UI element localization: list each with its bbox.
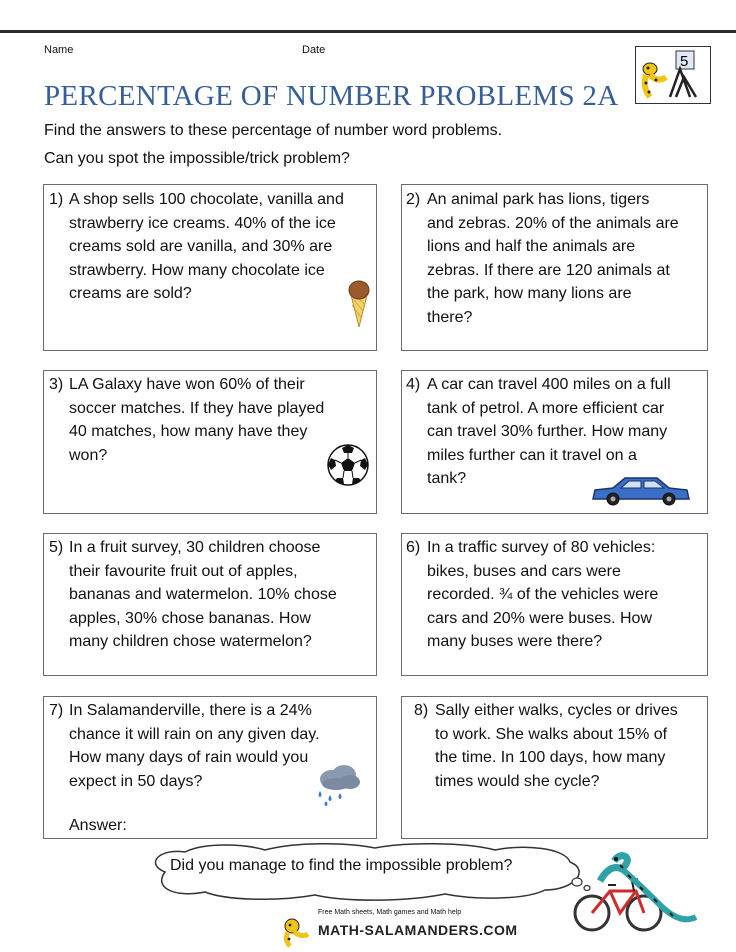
problem-line: An animal park has lions, tigers: [427, 191, 650, 208]
problem-line: bananas and watermelon. 10% chose: [69, 586, 337, 603]
problem-line: the park, how many lions are: [427, 285, 632, 302]
problem-line: cars and 20% were buses. How: [427, 609, 652, 627]
problem-line: A car can travel 400 miles on a full: [427, 376, 671, 393]
problem-number: 7): [49, 702, 64, 719]
problem-line: soccer matches. If they have played: [69, 399, 325, 417]
problem-line: zebras. If there are 120 animals at: [427, 261, 670, 279]
top-rule: [0, 30, 736, 33]
problem-text: [427, 188, 679, 329]
problem-line: miles further can it travel on a: [427, 446, 637, 464]
problem-line: strawberry ice creams. 40% of the ice: [69, 214, 336, 232]
problem-line: apples, 30% chose bananas. How: [69, 609, 311, 627]
problem-box-6: [401, 533, 708, 676]
problem-text: [69, 373, 324, 467]
problem-text: [69, 699, 320, 793]
problem-line: many children chose watermelon?: [69, 633, 312, 650]
page-title: PERCENTAGE OF NUMBER PROBLEMS 2A: [44, 80, 619, 112]
problem-text: [69, 536, 337, 654]
logo-grade: 5: [680, 53, 689, 70]
problem-box-3: [43, 370, 377, 514]
problem-line: creams sold are vanilla, and 30% are: [69, 238, 333, 255]
problem-line: and zebras. 20% of the animals are: [427, 214, 679, 232]
problem-box-8: [401, 696, 708, 839]
problem-line: there?: [427, 308, 473, 326]
problem-line: recorded. ¾ of the vehicles were: [427, 586, 659, 603]
problem-line: 40 matches, how many have they: [69, 423, 308, 440]
problem-number: 5): [49, 539, 64, 556]
salamander-logo-icon: [636, 47, 710, 103]
problem-number: 2): [406, 191, 421, 208]
intro-line-2: Can you spot the impossible/trick problem?: [44, 150, 350, 167]
problem-text: [435, 699, 678, 793]
problem-box-2: [401, 184, 708, 351]
problem-line: times would she cycle?: [435, 772, 600, 790]
problem-text: [427, 373, 671, 491]
problem-number: 6): [406, 539, 421, 556]
problem-box-5: [43, 533, 377, 676]
salamander-logo: [635, 46, 711, 104]
problem-line: Sally either walks, cycles or drives: [435, 702, 678, 719]
rain-cloud-icon: [314, 765, 364, 807]
problem-line: LA Galaxy have won 60% of their: [69, 376, 305, 393]
problem-line: many buses were there?: [427, 633, 603, 650]
problem-number: 1): [49, 191, 64, 208]
problem-text: [69, 188, 344, 306]
salamander-bicycle-icon: [570, 855, 700, 935]
problem-line: creams are sold?: [69, 285, 192, 302]
problem-number: 4): [406, 376, 421, 393]
problem-box-4: [401, 370, 708, 514]
problem-line: How many days of rain would you: [69, 749, 309, 766]
problem-line: In a fruit survey, 30 children choose: [69, 539, 321, 556]
intro-line-1: Find the answers to these percentage of number word problems.: [44, 122, 503, 139]
answer-label: Answer:: [69, 817, 127, 834]
problem-text: [427, 536, 658, 654]
problem-line: their favourite fruit out of apples,: [69, 562, 298, 580]
problem-line: In Salamanderville, there is a 24%: [69, 702, 312, 719]
problem-number: 3): [49, 376, 64, 393]
problem-line: the time. In 100 days, how many: [435, 749, 666, 766]
car-icon: [591, 474, 691, 506]
ice-cream-icon: [347, 279, 371, 329]
problem-line: In a traffic survey of 80 vehicles:: [427, 539, 656, 556]
problem-line: to work. She walks about 15% of: [435, 725, 668, 743]
problem-line: bikes, buses and cars were: [427, 562, 621, 580]
problem-line: chance it will rain on any given day.: [69, 725, 320, 743]
soccer-ball-icon: [327, 444, 369, 486]
name-label: Name: [44, 44, 74, 56]
date-label: Date: [302, 44, 326, 56]
problem-box-1: [43, 184, 377, 351]
problem-line: strawberry. How many chocolate ice: [69, 261, 325, 279]
problem-line: tank of petrol. A more efficient car: [427, 399, 665, 417]
problem-number: 8): [414, 702, 429, 719]
footer-tagline: Free Math sheets, Math games and Math help: [318, 909, 462, 916]
problem-line: can travel 30% further. How many: [427, 423, 668, 440]
problem-line: won?: [69, 446, 108, 464]
problem-box-7: [43, 696, 377, 839]
problem-line: tank?: [427, 470, 467, 487]
problem-line: A shop sells 100 chocolate, vanilla and: [69, 191, 344, 208]
footer-site: MATH-SALAMANDERS.COM: [318, 922, 518, 938]
problem-line: lions and half the animals are: [427, 238, 636, 255]
problem-line: expect in 50 days?: [69, 772, 203, 790]
cloud-question: Did you manage to find the impossible problem?: [170, 857, 513, 874]
